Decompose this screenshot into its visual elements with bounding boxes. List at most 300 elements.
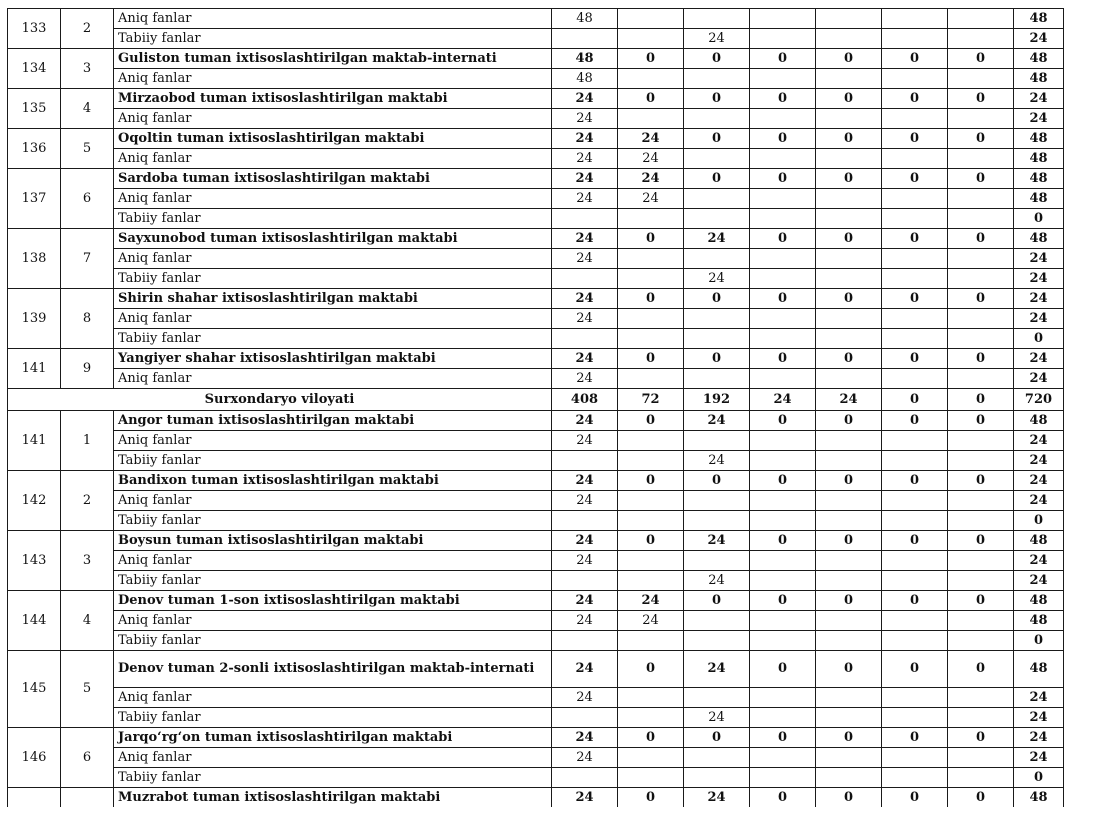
total-cell: 24 [1014, 748, 1064, 768]
value-cell [684, 309, 750, 329]
value-cell: 24 [552, 349, 618, 369]
value-cell: 24 [618, 611, 684, 631]
value-cell: 24 [684, 708, 750, 728]
value-cell: 0 [684, 471, 750, 491]
value-cell [948, 109, 1014, 129]
total-cell: 48 [1014, 788, 1064, 808]
value-cell [618, 451, 684, 471]
value-cell: 0 [882, 471, 948, 491]
value-cell: 0 [618, 289, 684, 309]
value-cell [750, 309, 816, 329]
value-cell: 24 [552, 431, 618, 451]
value-cell: 0 [684, 728, 750, 748]
value-cell [948, 309, 1014, 329]
value-cell: 0 [816, 49, 882, 69]
value-cell [882, 451, 948, 471]
value-cell [882, 9, 948, 29]
subject-row [8, 631, 1064, 651]
row-number-cell: 142 [8, 471, 61, 531]
row-number-cell: 139 [8, 289, 61, 349]
value-cell [750, 29, 816, 49]
total-cell: 48 [1014, 531, 1064, 551]
value-cell: 0 [618, 229, 684, 249]
value-cell [750, 768, 816, 788]
value-cell [948, 748, 1014, 768]
sub-number-cell: 5 [61, 651, 114, 728]
value-cell: 24 [618, 591, 684, 611]
sub-number-cell: 4 [61, 591, 114, 651]
school-name-cell: Sardoba tuman ixtisoslashtirilgan maktabi [114, 169, 552, 189]
school-name-cell: Yangiyer shahar ixtisoslashtirilgan maktabi [114, 349, 552, 369]
value-cell: 24 [684, 788, 750, 808]
value-cell: 24 [552, 611, 618, 631]
value-cell [750, 189, 816, 209]
value-cell [882, 611, 948, 631]
value-cell: 0 [618, 49, 684, 69]
value-cell [684, 631, 750, 651]
subject-row [8, 748, 1064, 768]
value-cell: 0 [816, 471, 882, 491]
value-cell [618, 309, 684, 329]
value-cell [882, 491, 948, 511]
value-cell [684, 748, 750, 768]
value-cell [684, 109, 750, 129]
total-cell: 48 [1014, 591, 1064, 611]
subject-row [8, 9, 1064, 29]
sub-number-cell: 4 [61, 89, 114, 129]
sub-number-cell: 6 [61, 169, 114, 229]
value-cell: 24 [552, 788, 618, 808]
value-cell [750, 571, 816, 591]
subject-name-cell: Aniq fanlar [114, 369, 552, 389]
subject-row [8, 511, 1064, 531]
row-number-cell: 135 [8, 89, 61, 129]
row-number-cell: 145 [8, 651, 61, 728]
value-cell [750, 491, 816, 511]
school-name-cell: Guliston tuman ixtisoslashtirilgan maktab-internati [114, 49, 552, 69]
value-cell: 0 [882, 129, 948, 149]
subject-row [8, 209, 1064, 229]
value-cell [882, 109, 948, 129]
value-cell: 0 [948, 129, 1014, 149]
value-cell: 0 [816, 591, 882, 611]
value-cell [948, 9, 1014, 29]
value-cell [948, 431, 1014, 451]
value-cell [948, 149, 1014, 169]
value-cell [948, 631, 1014, 651]
value-cell: 0 [618, 89, 684, 109]
value-cell [948, 571, 1014, 591]
value-cell [750, 708, 816, 728]
value-cell [948, 451, 1014, 471]
value-cell: 0 [750, 89, 816, 109]
value-cell: 0 [618, 651, 684, 688]
value-cell: 0 [618, 788, 684, 808]
region-name-cell: Surxondaryo viloyati [8, 389, 552, 411]
value-cell: 24 [552, 189, 618, 209]
subject-row [8, 29, 1064, 49]
value-cell: 0 [882, 728, 948, 748]
subject-name-cell: Aniq fanlar [114, 149, 552, 169]
value-cell [618, 748, 684, 768]
row-number-cell: 136 [8, 129, 61, 169]
value-cell [618, 631, 684, 651]
value-cell: 24 [552, 129, 618, 149]
value-cell: 24 [816, 389, 882, 411]
subject-row [8, 708, 1064, 728]
subject-row [8, 431, 1064, 451]
value-cell [882, 688, 948, 708]
value-cell [882, 511, 948, 531]
value-cell [618, 571, 684, 591]
value-cell [684, 551, 750, 571]
value-cell [882, 189, 948, 209]
total-cell: 24 [1014, 249, 1064, 269]
value-cell: 0 [816, 728, 882, 748]
value-cell: 0 [882, 229, 948, 249]
value-cell: 0 [750, 229, 816, 249]
subject-name-cell: Tabiiy fanlar [114, 451, 552, 471]
value-cell [882, 209, 948, 229]
value-cell: 0 [882, 349, 948, 369]
row-number-cell: 138 [8, 229, 61, 289]
value-cell [552, 29, 618, 49]
total-cell: 0 [1014, 209, 1064, 229]
value-cell: 24 [618, 189, 684, 209]
total-cell: 24 [1014, 309, 1064, 329]
value-cell: 0 [750, 531, 816, 551]
row-number-cell: 137 [8, 169, 61, 229]
value-cell: 24 [684, 651, 750, 688]
value-cell [750, 269, 816, 289]
value-cell: 0 [750, 169, 816, 189]
value-cell [882, 369, 948, 389]
value-cell: 24 [684, 531, 750, 551]
school-row [8, 229, 1064, 249]
subject-name-cell: Tabiiy fanlar [114, 29, 552, 49]
value-cell [684, 249, 750, 269]
value-cell [948, 611, 1014, 631]
total-cell: 24 [1014, 571, 1064, 591]
value-cell: 0 [816, 651, 882, 688]
row-number-cell: 144 [8, 591, 61, 651]
school-row [8, 129, 1064, 149]
value-cell [816, 369, 882, 389]
value-cell [816, 149, 882, 169]
value-cell [882, 748, 948, 768]
value-cell: 0 [750, 129, 816, 149]
value-cell: 0 [816, 531, 882, 551]
value-cell: 0 [816, 411, 882, 431]
subject-name-cell: Tabiiy fanlar [114, 269, 552, 289]
value-cell: 0 [684, 349, 750, 369]
value-cell [618, 209, 684, 229]
value-cell [684, 209, 750, 229]
total-cell: 48 [1014, 651, 1064, 688]
subject-row [8, 491, 1064, 511]
school-row [8, 788, 1064, 808]
total-cell: 24 [1014, 491, 1064, 511]
row-number-cell: 146 [8, 728, 61, 788]
value-cell: 0 [882, 788, 948, 808]
sub-number-cell: 8 [61, 289, 114, 349]
value-cell: 0 [882, 389, 948, 411]
value-cell [816, 69, 882, 89]
value-cell: 24 [552, 551, 618, 571]
value-cell [948, 29, 1014, 49]
value-cell [816, 29, 882, 49]
subject-name-cell: Aniq fanlar [114, 309, 552, 329]
value-cell [618, 551, 684, 571]
value-cell [552, 269, 618, 289]
value-cell [882, 269, 948, 289]
value-cell: 24 [750, 389, 816, 411]
value-cell [948, 329, 1014, 349]
total-cell: 24 [1014, 269, 1064, 289]
value-cell: 0 [816, 788, 882, 808]
value-cell [816, 309, 882, 329]
value-cell [750, 688, 816, 708]
value-cell: 24 [684, 451, 750, 471]
total-cell: 0 [1014, 768, 1064, 788]
subject-name-cell: Tabiiy fanlar [114, 209, 552, 229]
value-cell: 0 [882, 89, 948, 109]
value-cell: 24 [684, 229, 750, 249]
value-cell: 24 [618, 149, 684, 169]
value-cell [684, 369, 750, 389]
total-cell: 24 [1014, 688, 1064, 708]
school-row [8, 49, 1064, 69]
subject-row [8, 269, 1064, 289]
value-cell: 0 [948, 411, 1014, 431]
value-cell: 0 [750, 728, 816, 748]
subject-row [8, 369, 1064, 389]
value-cell [816, 491, 882, 511]
school-name-cell: Denov tuman 2-sonli ixtisoslashtirilgan maktab-internati [114, 651, 552, 688]
value-cell [618, 109, 684, 129]
value-cell [552, 708, 618, 728]
total-cell: 24 [1014, 551, 1064, 571]
school-name-cell: Shirin shahar ixtisoslashtirilgan maktabi [114, 289, 552, 309]
value-cell [882, 631, 948, 651]
value-cell: 24 [552, 531, 618, 551]
value-cell [816, 451, 882, 471]
sub-number-cell: 3 [61, 531, 114, 591]
value-cell [816, 748, 882, 768]
value-cell [816, 571, 882, 591]
subject-name-cell: Tabiiy fanlar [114, 708, 552, 728]
value-cell: 0 [948, 169, 1014, 189]
value-cell: 24 [552, 309, 618, 329]
value-cell [948, 269, 1014, 289]
total-cell: 24 [1014, 109, 1064, 129]
value-cell [684, 688, 750, 708]
schools-table [7, 8, 1064, 807]
subject-row [8, 451, 1064, 471]
subject-name-cell: Tabiiy fanlar [114, 571, 552, 591]
value-cell [684, 511, 750, 531]
value-cell [618, 29, 684, 49]
subject-name-cell: Aniq fanlar [114, 551, 552, 571]
value-cell: 0 [882, 49, 948, 69]
value-cell [750, 69, 816, 89]
subject-name-cell: Aniq fanlar [114, 748, 552, 768]
school-name-cell: Mirzaobod tuman ixtisoslashtirilgan maktabi [114, 89, 552, 109]
value-cell: 0 [948, 349, 1014, 369]
value-cell: 0 [618, 349, 684, 369]
value-cell: 24 [618, 169, 684, 189]
value-cell [948, 511, 1014, 531]
value-cell: 0 [816, 129, 882, 149]
sub-number-cell: 2 [61, 471, 114, 531]
value-cell [882, 571, 948, 591]
value-cell: 0 [618, 471, 684, 491]
total-cell: 48 [1014, 9, 1064, 29]
value-cell [948, 249, 1014, 269]
value-cell [948, 209, 1014, 229]
value-cell: 24 [552, 109, 618, 129]
school-name-cell: Oqoltin tuman ixtisoslashtirilgan maktabi [114, 129, 552, 149]
subject-name-cell: Aniq fanlar [114, 491, 552, 511]
row-number-cell [8, 788, 61, 808]
value-cell [750, 511, 816, 531]
value-cell [618, 69, 684, 89]
value-cell [684, 329, 750, 349]
value-cell [882, 309, 948, 329]
school-row [8, 349, 1064, 369]
value-cell [948, 551, 1014, 571]
value-cell: 0 [684, 591, 750, 611]
subject-row [8, 329, 1064, 349]
total-cell: 24 [1014, 89, 1064, 109]
value-cell: 0 [750, 49, 816, 69]
subject-name-cell: Tabiiy fanlar [114, 768, 552, 788]
value-cell: 48 [552, 9, 618, 29]
value-cell: 0 [882, 169, 948, 189]
value-cell: 0 [882, 531, 948, 551]
value-cell [552, 571, 618, 591]
value-cell [948, 189, 1014, 209]
value-cell [684, 149, 750, 169]
value-cell: 24 [684, 269, 750, 289]
sub-number-cell: 1 [61, 411, 114, 471]
subject-name-cell: Aniq fanlar [114, 9, 552, 29]
value-cell [750, 369, 816, 389]
value-cell: 0 [684, 49, 750, 69]
sub-number-cell: 5 [61, 129, 114, 169]
row-number-cell: 134 [8, 49, 61, 89]
value-cell [750, 551, 816, 571]
value-cell: 0 [882, 651, 948, 688]
value-cell [882, 768, 948, 788]
value-cell: 24 [552, 229, 618, 249]
value-cell [816, 708, 882, 728]
subject-name-cell: Aniq fanlar [114, 431, 552, 451]
value-cell [552, 329, 618, 349]
total-cell: 48 [1014, 169, 1064, 189]
value-cell [816, 551, 882, 571]
school-name-cell: Angor tuman ixtisoslashtirilgan maktabi [114, 411, 552, 431]
value-cell [684, 491, 750, 511]
value-cell: 0 [750, 289, 816, 309]
value-cell [816, 329, 882, 349]
value-cell [882, 551, 948, 571]
value-cell: 24 [552, 369, 618, 389]
value-cell [684, 69, 750, 89]
subject-name-cell: Tabiiy fanlar [114, 511, 552, 531]
value-cell [816, 9, 882, 29]
sub-number-cell: 3 [61, 49, 114, 89]
total-cell: 0 [1014, 329, 1064, 349]
school-row [8, 531, 1064, 551]
value-cell [816, 631, 882, 651]
value-cell: 0 [750, 788, 816, 808]
value-cell [552, 511, 618, 531]
total-cell: 24 [1014, 451, 1064, 471]
value-cell [618, 708, 684, 728]
value-cell: 0 [948, 389, 1014, 411]
value-cell: 24 [552, 289, 618, 309]
value-cell [618, 249, 684, 269]
value-cell: 0 [948, 591, 1014, 611]
subject-row [8, 109, 1064, 129]
value-cell: 0 [816, 349, 882, 369]
value-cell: 24 [684, 29, 750, 49]
value-cell [684, 9, 750, 29]
value-cell [816, 209, 882, 229]
value-cell [882, 69, 948, 89]
school-row [8, 289, 1064, 309]
subject-name-cell: Tabiiy fanlar [114, 329, 552, 349]
value-cell [750, 611, 816, 631]
value-cell: 0 [684, 169, 750, 189]
value-cell [948, 369, 1014, 389]
value-cell: 24 [552, 249, 618, 269]
subject-row [8, 551, 1064, 571]
total-cell: 24 [1014, 708, 1064, 728]
subject-name-cell: Aniq fanlar [114, 189, 552, 209]
subject-row [8, 571, 1064, 591]
value-cell [684, 189, 750, 209]
subject-name-cell: Aniq fanlar [114, 688, 552, 708]
total-cell: 0 [1014, 631, 1064, 651]
value-cell: 48 [552, 49, 618, 69]
subject-row [8, 611, 1064, 631]
value-cell [816, 189, 882, 209]
value-cell [882, 708, 948, 728]
subject-name-cell: Tabiiy fanlar [114, 631, 552, 651]
school-name-cell: Boysun tuman ixtisoslashtirilgan maktabi [114, 531, 552, 551]
value-cell: 0 [750, 471, 816, 491]
school-row [8, 169, 1064, 189]
value-cell [816, 249, 882, 269]
row-number-cell: 141 [8, 411, 61, 471]
total-cell: 24 [1014, 471, 1064, 491]
value-cell: 24 [552, 651, 618, 688]
sub-number-cell: 9 [61, 349, 114, 389]
subject-row [8, 149, 1064, 169]
value-cell [882, 149, 948, 169]
value-cell [750, 109, 816, 129]
total-cell: 24 [1014, 369, 1064, 389]
value-cell [750, 149, 816, 169]
sub-number-cell [61, 788, 114, 808]
school-row [8, 89, 1064, 109]
school-name-cell: Sayxunobod tuman ixtisoslashtirilgan maktabi [114, 229, 552, 249]
value-cell: 0 [948, 229, 1014, 249]
value-cell [618, 269, 684, 289]
value-cell: 0 [684, 129, 750, 149]
